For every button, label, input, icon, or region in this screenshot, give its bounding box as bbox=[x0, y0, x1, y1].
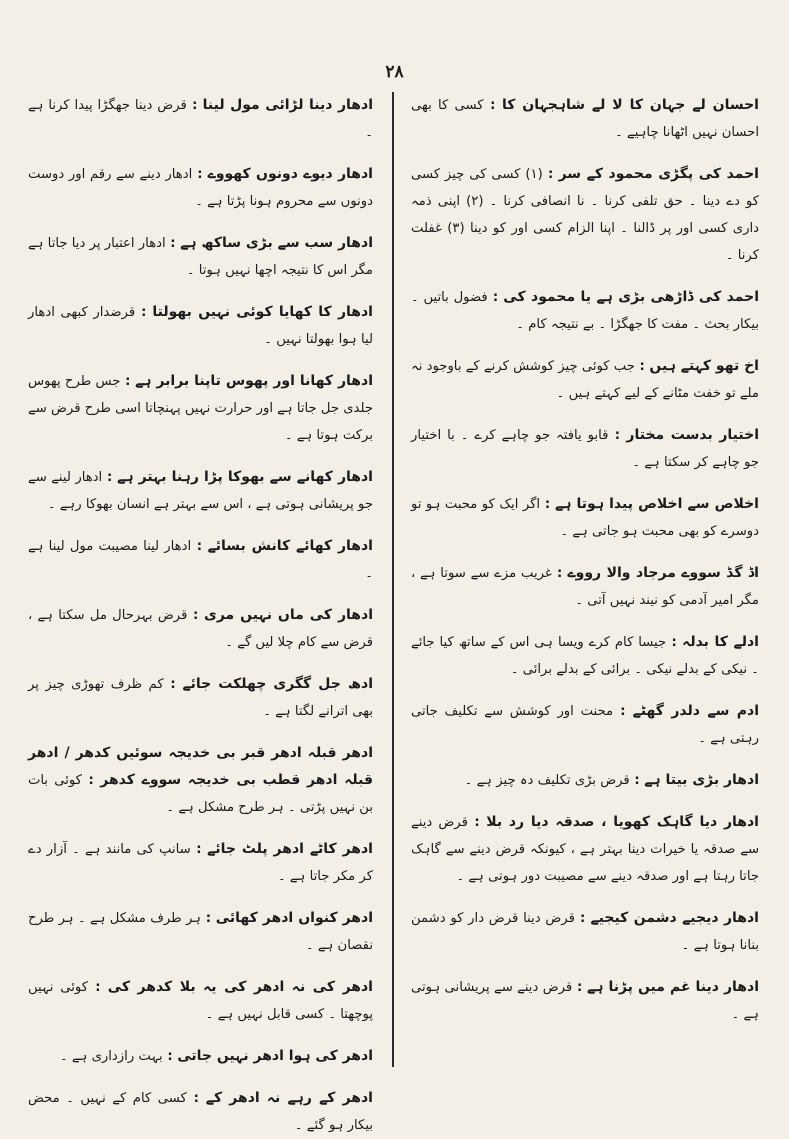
idiom-meaning: کسی کام کے نہیں ۔ محض بیکار ہو گئے ۔ bbox=[28, 1091, 373, 1133]
colon-separator: : bbox=[629, 773, 645, 788]
colon-separator: : bbox=[81, 773, 101, 788]
idiom-headword: ادھار دیجیے دشمن کیجیے bbox=[590, 910, 759, 926]
colon-separator: : bbox=[634, 359, 650, 374]
colon-separator: : bbox=[483, 98, 502, 113]
colon-separator: : bbox=[186, 1091, 206, 1106]
idiom-entry bbox=[28, 368, 373, 449]
idiom-entry bbox=[28, 533, 373, 587]
idiom-headword: احمد کی ڈاڑھی بڑی ہے یا محمود کی bbox=[503, 289, 759, 305]
idiom-headword: ادم سے دلدر گھٹے bbox=[632, 703, 759, 719]
idiom-entry bbox=[28, 905, 373, 959]
colon-separator: : bbox=[666, 635, 683, 650]
idiom-headword: ادھار کھائے کانش بسائے bbox=[207, 538, 373, 554]
colon-separator: : bbox=[135, 305, 153, 320]
idiom-meaning: ادھار دینے سے رقم اور دوست دونوں سے محروم ہونا پڑتا ہے ۔ bbox=[28, 167, 373, 209]
idiom-headword: ادھار کا کھایا کوئی نہیں بھولتا bbox=[152, 304, 373, 320]
idiom-entry bbox=[411, 92, 759, 146]
colon-separator: : bbox=[540, 497, 556, 512]
idiom-headword: ادھ جل گگری چھلکت جائے bbox=[182, 676, 373, 692]
idiom-headword: ادھار کھانا اور پھوس تاپنا برابر ہے bbox=[135, 373, 373, 389]
colon-separator: : bbox=[613, 704, 633, 719]
idiom-meaning: جس طرح پھوس جلدی جل جاتا ہے اور حرارت نہیں پہنچاتا اسی طرح قرض سے برکت ہوتا ہے ۔ bbox=[28, 374, 373, 443]
idiom-meaning: قرض دینا جھگڑا پیدا کرنا ہے ۔ bbox=[28, 98, 373, 140]
left-column bbox=[28, 92, 373, 1133]
idiom-headword: ادھار سب سے بڑی ساکھ ہے bbox=[180, 235, 373, 251]
colon-separator: : bbox=[88, 980, 108, 995]
colon-separator: : bbox=[572, 980, 587, 995]
idiom-meaning: کم ظرف تھوڑی چیز پر بھی اترانے لگتا ہے ۔ bbox=[28, 677, 373, 719]
colon-separator: : bbox=[190, 842, 208, 857]
idiom-meaning: قرض دینے سے صدقہ یا خیرات دینا بہتر ہے ، کیونکہ قرض دینے سے گاہک جاتا رہتا ہے اور صدقہ دینے سے مصیبت دور ہوتی ہے ۔ bbox=[411, 815, 759, 884]
idiom-headword: اخ تھو کہتے ہیں bbox=[649, 358, 759, 374]
idiom-entry bbox=[411, 353, 759, 407]
idiom-entry bbox=[411, 767, 759, 794]
colon-separator: : bbox=[192, 167, 208, 182]
idiom-headword: ادلے کا بدلہ bbox=[682, 634, 759, 650]
idiom-headword: ادھار کھانے سے بھوکا پڑا رہنا بہتر ہے bbox=[117, 469, 373, 485]
idiom-entry bbox=[28, 92, 373, 146]
idiom-entry bbox=[411, 629, 759, 683]
colon-separator: : bbox=[102, 470, 118, 485]
column-divider bbox=[392, 92, 394, 1067]
idiom-headword: ادھار دیوے دونوں کھووے bbox=[207, 166, 373, 182]
idiom-entry bbox=[411, 284, 759, 338]
idiom-headword: احمد کی پگڑی محمود کے سر bbox=[558, 166, 759, 182]
idiom-meaning: ادھار لینے سے جو پریشانی ہوتی ہے ، اس سے بہتر ہے انسان بھوکا رہے ۔ bbox=[28, 470, 373, 512]
right-column bbox=[411, 92, 759, 1067]
idiom-headword: ادھار کی ماں نہیں مری bbox=[204, 607, 373, 623]
idiom-headword: ادھار دیا گاہک کھویا ، صدقہ دیا رد بلا bbox=[486, 814, 759, 830]
idiom-meaning: کسی کا بھی احسان نہیں اٹھانا چاہیے ۔ bbox=[411, 98, 759, 140]
idiom-meaning: سانپ کی مانند ہے ۔ آزار دے کر مکر جاتا ہے ۔ bbox=[28, 842, 373, 884]
idiom-meaning: بہت رازداری ہے ۔ bbox=[60, 1049, 163, 1064]
colon-separator: : bbox=[186, 98, 203, 113]
idiom-meaning: (۱) کسی کی چیز کسی کو دے دینا ۔ حق تلفی کرنا ۔ نا انصافی کرنا ۔ (۲) اپنی ذمہ داری کسی اور پر ڈالنا ۔ اپنا الزام کسی اور کو دینا (۳) غفلت کرنا ۔ bbox=[411, 167, 760, 263]
idiom-meaning: غریب مزے سے سوتا ہے ، مگر امیر آدمی کو نیند نہیں آتی ۔ bbox=[411, 566, 759, 608]
idiom-entry bbox=[411, 905, 759, 959]
idiom-entry bbox=[28, 671, 373, 725]
idiom-headword: ادھر کی ہوا ادھر نہیں جاتی bbox=[177, 1048, 373, 1064]
idiom-entry bbox=[28, 602, 373, 656]
idiom-meaning: محنت اور کوشش سے تکلیف جاتی رہتی ہے ۔ bbox=[411, 704, 759, 746]
idiom-entry bbox=[411, 809, 759, 890]
idiom-meaning: قرضدار کبھی ادھار لیا ہوا بھولتا نہیں ۔ bbox=[28, 305, 373, 347]
idiom-headword: اخلاص سے اخلاص پیدا ہوتا ہے bbox=[555, 496, 759, 512]
idiom-entry bbox=[28, 464, 373, 518]
idiom-meaning: ہر طرف مشکل ہے ۔ ہر طرح نقصان ہے ۔ bbox=[28, 911, 373, 953]
idiom-entry bbox=[411, 560, 759, 614]
idiom-headword: احسان لے جہان کا لا لے شاہجہان کا bbox=[502, 97, 759, 113]
idiom-meaning: کوئی بات بن نہیں پڑتی ۔ ہر طرح مشکل ہے ۔ bbox=[28, 773, 373, 815]
idiom-meaning: ادھار اعتبار پر دیا جاتا ہے مگر اس کا نتیجہ اچھا نہیں ہوتا ۔ bbox=[28, 236, 373, 278]
idiom-entry bbox=[28, 1043, 373, 1070]
idiom-meaning: فضول باتیں ۔ بیکار بحث ۔ مفت کا جھگڑا ۔ بے نتیجہ کام ۔ bbox=[411, 290, 759, 332]
colon-separator: : bbox=[574, 911, 591, 926]
idiom-headword: ادھار دینا لڑائی مول لینا bbox=[202, 97, 373, 113]
idiom-entry bbox=[28, 740, 373, 821]
idiom-entry bbox=[411, 974, 759, 1028]
page-number: ۲۸ bbox=[385, 62, 404, 82]
colon-separator: : bbox=[120, 374, 136, 389]
idiom-headword: ادھر کی نہ ادھر کی یہ بلا کدھر کی bbox=[107, 979, 373, 995]
idiom-meaning: ادھار لینا مصیبت مول لینا ہے ۔ bbox=[28, 539, 373, 581]
idiom-entry bbox=[28, 1085, 373, 1139]
colon-separator: : bbox=[467, 815, 487, 830]
idiom-entry bbox=[411, 422, 759, 476]
idiom-headword: اختیار بدست مختار bbox=[626, 427, 759, 443]
colon-separator: : bbox=[191, 539, 208, 554]
idiom-headword: ادھر کنواں ادھر کھائی bbox=[215, 910, 373, 926]
idiom-entry bbox=[411, 698, 759, 752]
idiom-meaning: قابو یافتہ جو چاہے کرے ۔ با اختیار جو چاہے کر سکتا ہے ۔ bbox=[411, 428, 759, 470]
idiom-entry bbox=[411, 491, 759, 545]
idiom-meaning: اگر ایک کو محبت ہو تو دوسرے کو بھی محبت ہو جاتی ہے ۔ bbox=[411, 497, 759, 539]
idiom-headword: ادھار بڑی بیتا ہے bbox=[644, 772, 759, 788]
idiom-entry bbox=[28, 161, 373, 215]
idiom-entry bbox=[28, 974, 373, 1028]
idiom-meaning: کوئی نہیں پوچھتا ۔ کسی قابل نہیں ہے ۔ bbox=[28, 980, 373, 1022]
colon-separator: : bbox=[165, 236, 181, 251]
idiom-meaning: قرض دینے سے پریشانی ہوتی ہے ۔ bbox=[411, 980, 759, 1022]
idiom-meaning: جیسا کام کرے ویسا ہی اس کے ساتھ کیا جائے ۔ نیکی کے بدلے نیکی ۔ برائی کے بدلے برائی ۔ bbox=[411, 635, 759, 677]
idiom-entry bbox=[28, 299, 373, 353]
colon-separator: : bbox=[608, 428, 627, 443]
idiom-headword: ادھر کاٹے ادھر پلٹ جائے bbox=[207, 841, 373, 857]
idiom-headword: ادھر قبلہ ادھر قبر بی خدیجہ سوئیں کدھر / ادھر قبلہ ادھر قطب بی خدیجہ سووے کدھر bbox=[28, 745, 373, 788]
colon-separator: : bbox=[200, 911, 216, 926]
idiom-meaning: جب کوئی چیز کوشش کرنے کے باوجود نہ ملے تو خفت مٹانے کے لیے کہتے ہیں ۔ bbox=[411, 359, 759, 401]
colon-separator: : bbox=[162, 1049, 178, 1064]
idiom-entry bbox=[28, 230, 373, 284]
colon-separator: : bbox=[487, 290, 504, 305]
idiom-headword: اڈ گڈ سووے مرجاد والا رووے bbox=[567, 565, 759, 581]
idiom-headword: ادھار دینا غم میں پڑنا ہے bbox=[587, 979, 759, 995]
idiom-entry bbox=[28, 836, 373, 890]
colon-separator: : bbox=[163, 677, 183, 692]
idiom-meaning: قرض بہرحال مل سکتا ہے ، قرض سے کام چلا لیں گے ۔ bbox=[28, 608, 373, 650]
idiom-meaning: قرض دینا قرض دار کو دشمن بنانا ہوتا ہے ۔ bbox=[411, 911, 759, 953]
colon-separator: : bbox=[551, 566, 568, 581]
idiom-entry bbox=[411, 161, 759, 269]
idiom-headword: ادھر کے رہے نہ ادھر کے bbox=[205, 1090, 373, 1106]
idiom-meaning: قرض بڑی تکلیف دہ چیز ہے ۔ bbox=[464, 773, 630, 788]
colon-separator: : bbox=[542, 167, 559, 182]
colon-separator: : bbox=[187, 608, 205, 623]
